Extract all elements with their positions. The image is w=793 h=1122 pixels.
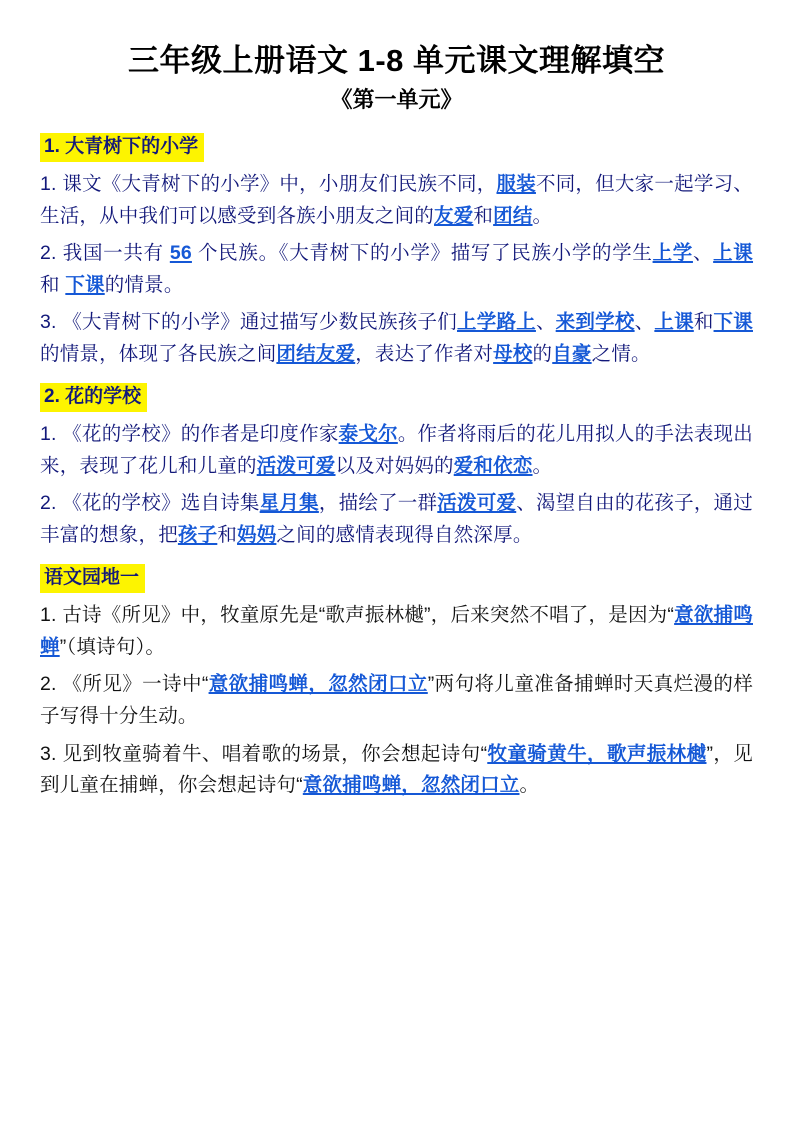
item-text: 、 bbox=[634, 311, 655, 334]
fill-in-answer: 意欲捕鸣蝉 bbox=[40, 604, 753, 658]
fill-in-answer: 活泼可爱 bbox=[256, 454, 336, 477]
fill-in-answer: 上学 bbox=[652, 242, 693, 265]
fill-in-answer: 星月集 bbox=[259, 492, 319, 515]
item-text: 见到牧童骑着牛、唱着歌的场景，你会想起诗句“ bbox=[62, 742, 488, 765]
item-text: 以及对妈妈的 bbox=[335, 454, 454, 477]
item-text: 《所见》一诗中“ bbox=[62, 673, 209, 696]
item-text: 、 bbox=[535, 311, 556, 334]
item-text: 我国一共有 bbox=[62, 242, 170, 265]
fill-in-answer: 孩子 bbox=[177, 523, 218, 546]
item-number: 2. bbox=[40, 242, 63, 265]
item-text: 的 bbox=[532, 342, 553, 365]
question-item bbox=[40, 488, 753, 551]
fill-in-answer: 来到学校 bbox=[555, 311, 635, 334]
item-text: 之情。 bbox=[591, 342, 651, 365]
item-text: ”（填诗句）。 bbox=[59, 635, 166, 658]
item-text: 不同，但大家一起学习、生活，从中我们可以感受到各族小朋友之间的 bbox=[40, 172, 753, 227]
fill-in-answer: 上课 bbox=[713, 242, 754, 265]
section-heading-wrap bbox=[40, 557, 753, 597]
fill-in-answer: 活泼可爱 bbox=[437, 492, 517, 515]
fill-in-answer: 56 bbox=[169, 242, 192, 265]
item-text: 和 bbox=[40, 273, 66, 296]
item-text: 和 bbox=[693, 311, 714, 334]
item-number: 1. bbox=[40, 604, 63, 627]
item-number: 3. bbox=[40, 742, 63, 765]
question-item bbox=[40, 307, 753, 370]
question-item bbox=[40, 739, 753, 802]
item-number: 3. bbox=[40, 311, 63, 334]
item-text: 。 bbox=[532, 204, 553, 227]
question-item bbox=[40, 419, 753, 482]
fill-in-answer: 下课 bbox=[65, 273, 105, 296]
section-heading: 语文园地一 bbox=[40, 564, 145, 593]
item-text: 《花的学校》选自诗集 bbox=[62, 492, 260, 515]
item-text: ，描绘了一群 bbox=[318, 492, 438, 515]
item-number: 1. bbox=[40, 172, 63, 195]
item-text: 个民族。《大青树下的小学》描写了民族小学的学生 bbox=[191, 242, 653, 265]
fill-in-answer: 泰戈尔 bbox=[338, 423, 398, 446]
item-text: 、渴望自由的花孩子，通过丰富的想象，把 bbox=[40, 492, 753, 546]
section-heading: 1. 大青树下的小学 bbox=[40, 133, 204, 162]
item-number: 2. bbox=[40, 492, 63, 515]
fill-in-answer: 母校 bbox=[493, 342, 533, 365]
fill-in-answer: 上课 bbox=[654, 311, 694, 334]
item-text: 和 bbox=[473, 204, 494, 227]
item-text: 。 bbox=[532, 454, 553, 477]
fill-in-answer: 上学路上 bbox=[457, 311, 536, 334]
item-text: ”两句将儿童准备捕蝉时天真烂漫的样子写得十分生动。 bbox=[40, 673, 754, 727]
item-text: 《大青树下的小学》通过描写少数民族孩子们 bbox=[62, 311, 457, 334]
section-heading-wrap bbox=[40, 126, 753, 166]
item-text: ”，见到儿童在捕蝉，你会想起诗句“ bbox=[40, 742, 754, 797]
item-text: 古诗《所见》中，牧童原先是“歌声振林樾”，后来突然不唱了，是因为“ bbox=[62, 604, 675, 627]
page-subtitle: 《第一单元》 bbox=[330, 87, 463, 113]
item-text: 。作者将雨后的花儿用拟人的手法表现出来，表现了花儿和儿童的 bbox=[40, 423, 753, 477]
fill-in-answer: 自豪 bbox=[552, 342, 592, 365]
fill-in-answer: 牧童骑黄牛，歌声振林樾 bbox=[487, 742, 707, 765]
item-number: 1. bbox=[40, 423, 63, 446]
question-item bbox=[40, 600, 753, 663]
item-text: 的情景，体现了各民族之间 bbox=[40, 342, 277, 365]
fill-in-answer: 下课 bbox=[713, 311, 753, 334]
fill-in-answer: 爱和依恋 bbox=[453, 454, 533, 477]
fill-in-answer: 意欲捕鸣蝉，忽然闭口立 bbox=[208, 673, 428, 696]
item-text: 课文《大青树下的小学》中，小朋友们民族不同， bbox=[62, 172, 497, 195]
page-title: 三年级上册语文 1-8 单元课文理解填空 bbox=[127, 43, 666, 78]
fill-in-answer: 团结 bbox=[493, 204, 533, 227]
item-text: 之间的感情表现得自然深厚。 bbox=[276, 523, 533, 546]
fill-in-answer: 服装 bbox=[496, 172, 536, 195]
item-text: 《花的学校》的作者是印度作家 bbox=[62, 423, 339, 446]
item-number: 2. bbox=[40, 673, 63, 696]
question-item bbox=[40, 169, 753, 232]
sections-container bbox=[40, 126, 753, 802]
item-text: 的情景。 bbox=[104, 273, 184, 296]
item-text: 。 bbox=[519, 774, 540, 797]
section-heading-wrap bbox=[40, 376, 753, 416]
item-text: ，表达了作者对 bbox=[355, 342, 494, 365]
fill-in-answer: 妈妈 bbox=[237, 523, 277, 546]
item-text: 和 bbox=[217, 523, 238, 546]
fill-in-answer: 意欲捕鸣蝉，忽然闭口立 bbox=[302, 774, 520, 797]
fill-in-answer: 友爱 bbox=[434, 204, 474, 227]
item-text: 、 bbox=[692, 242, 714, 265]
question-item bbox=[40, 669, 753, 732]
fill-in-answer: 团结友爱 bbox=[276, 342, 356, 365]
section-heading: 2. 花的学校 bbox=[40, 383, 147, 412]
question-item bbox=[40, 238, 753, 301]
